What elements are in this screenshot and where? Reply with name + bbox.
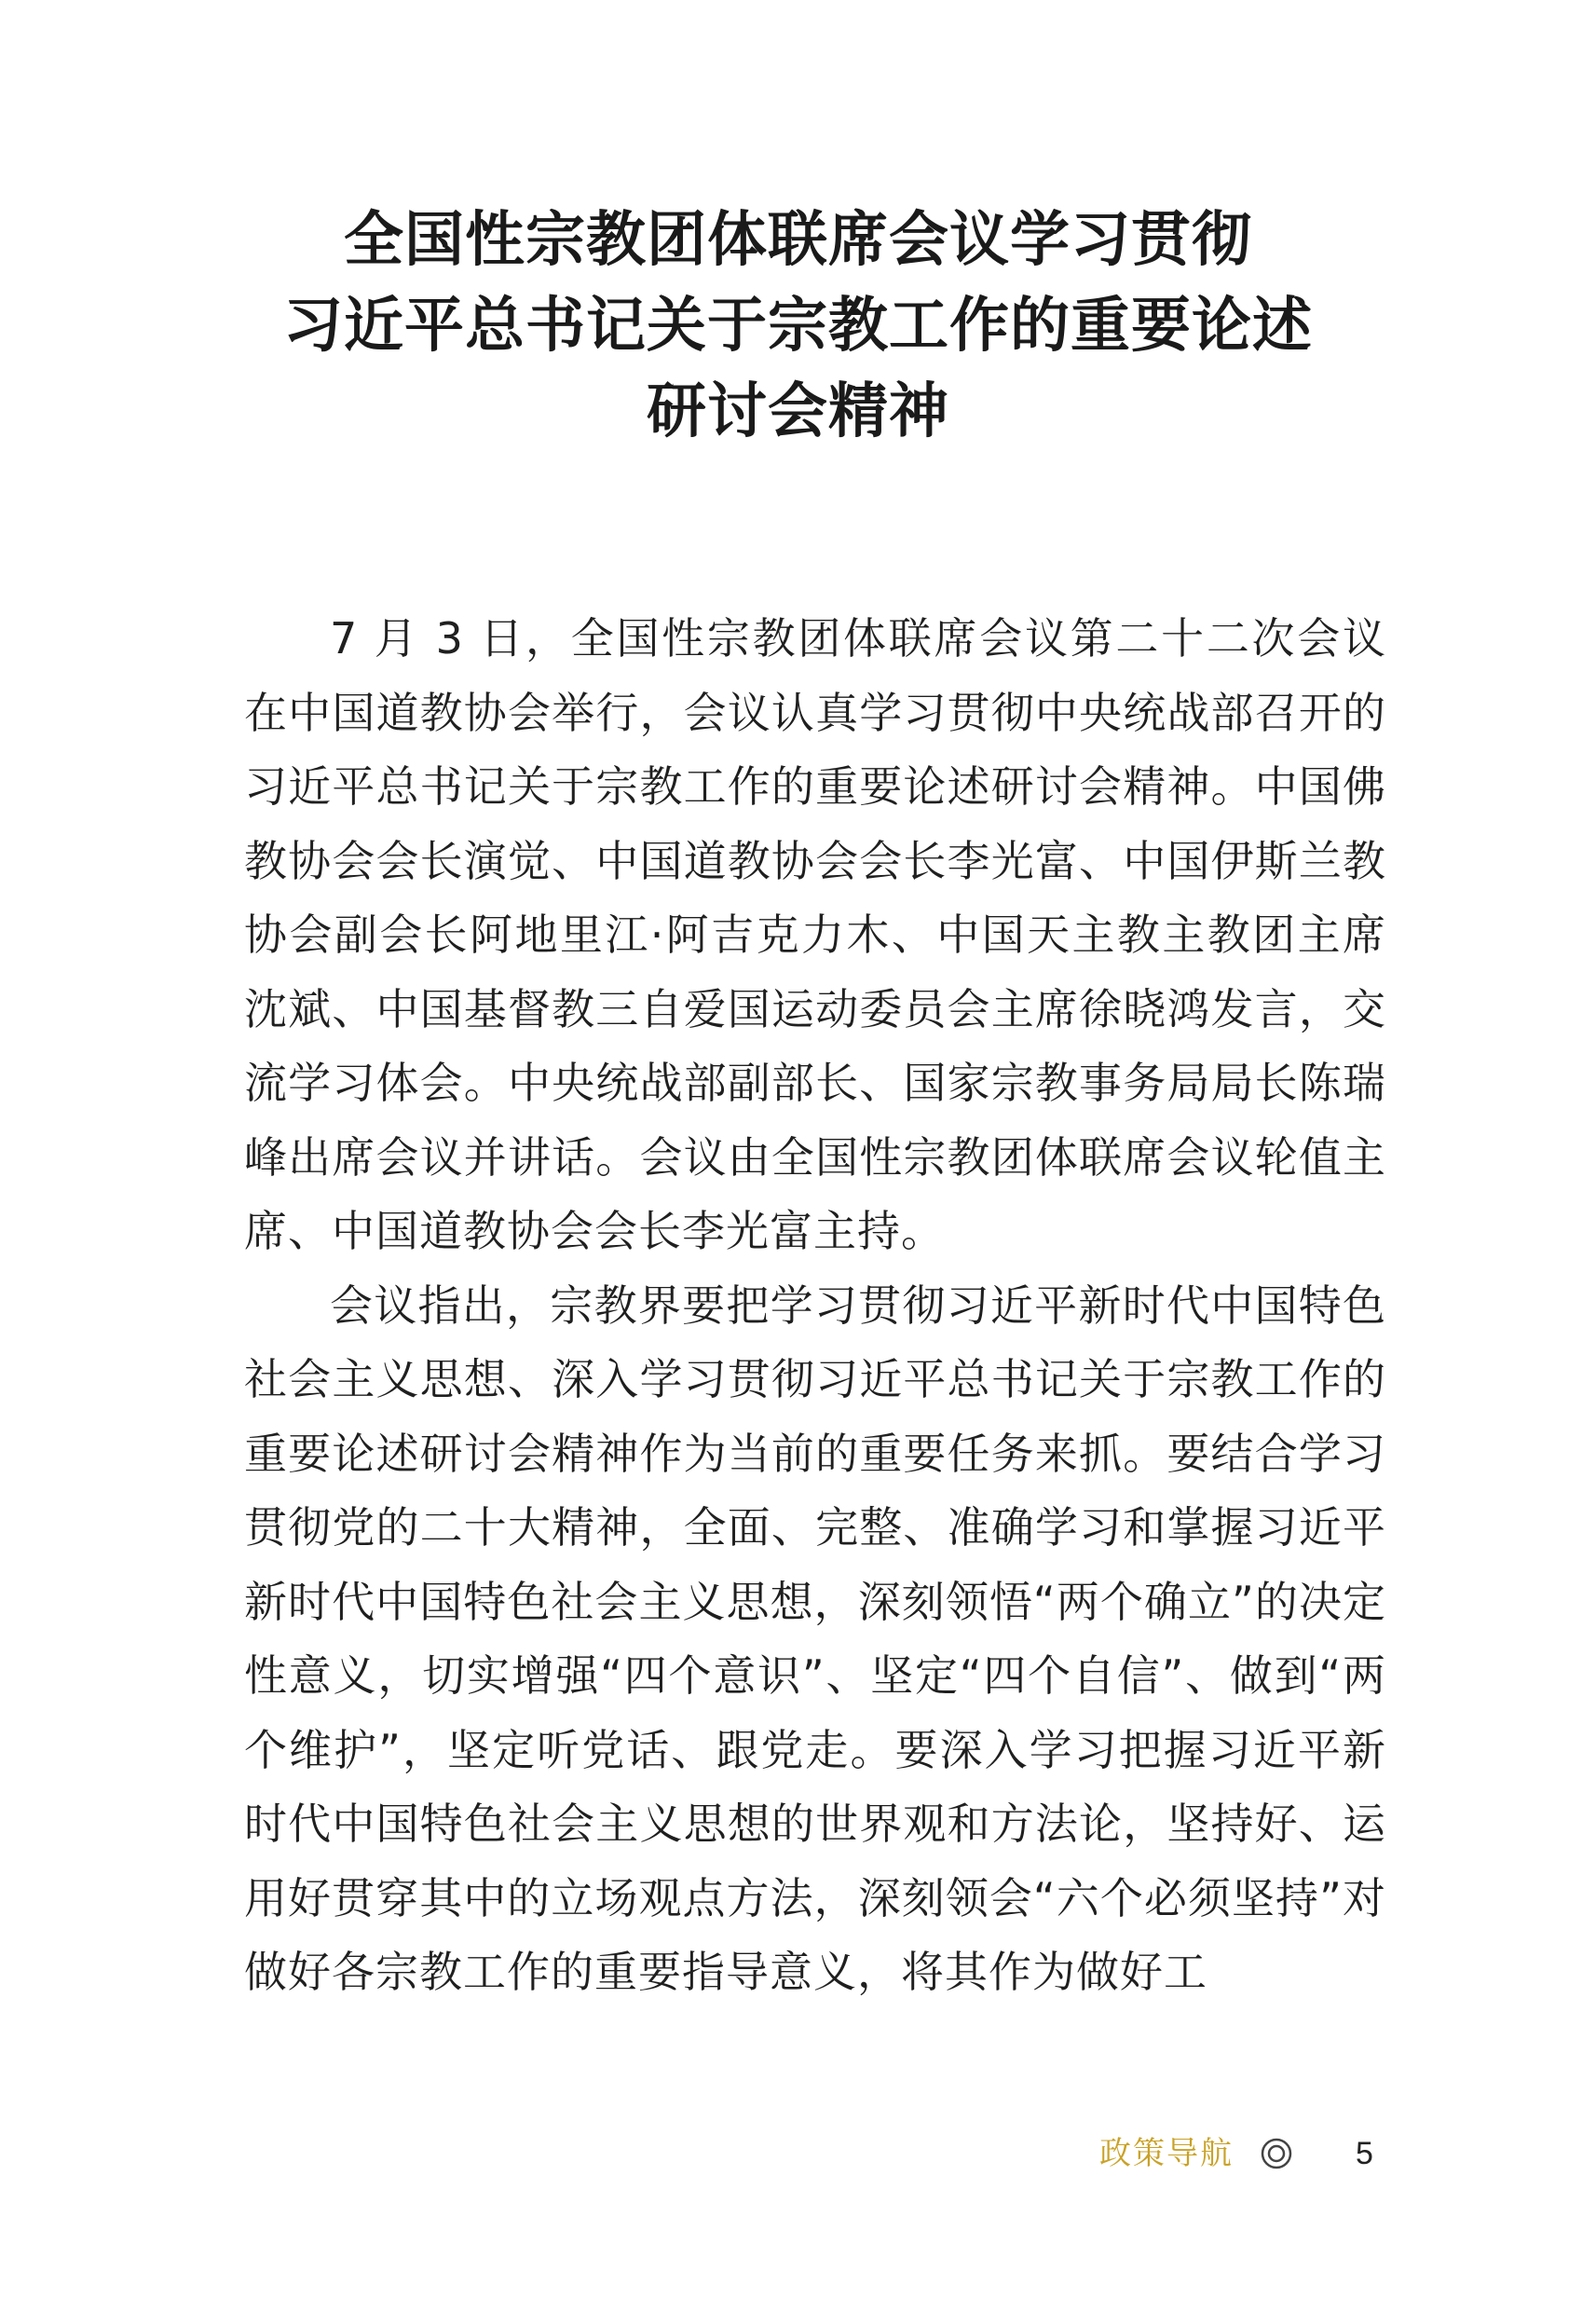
double-circle-icon: [1258, 2135, 1295, 2172]
title-line-2: 习近平总书记关于宗教工作的重要论述: [283, 291, 1313, 361]
title-line-3: 研讨会精神: [647, 376, 949, 446]
article-body: [244, 602, 1386, 2010]
title-line-1: 全国性宗教团体联席会议学习贯彻: [344, 205, 1252, 275]
paragraph-1: 7 月 3 日，全国性宗教团体联席会议第二十二次会议在中国道教协会举行，会议认真学习贯彻中央统战部召开的习近平总书记关于宗教工作的重要论述研讨会精神。中国佛教协会会长演觉、中国道教协会会长李光富、中国伊斯兰教协会副会长阿地里江·阿吉克力木、中国天主教主教团主席沈斌、中国基督教三自爱国运动委员会主席徐晓鸿发言，交流学习体会。中央统战部副部长、国家宗教事务局局长陈瑞峰出席会议并讲话。会议由全国性宗教团体联席会议轮值主席、中国道教协会会长李光富主持。: [244, 613, 1386, 1256]
page-number: 5: [1356, 2136, 1373, 2171]
page-footer: [1099, 2129, 1398, 2185]
article-title: [0, 198, 1596, 455]
section-label: 政策导航: [1099, 2135, 1234, 2172]
paragraph-2: 会议指出，宗教界要把学习贯彻习近平新时代中国特色社会主义思想、深入学习贯彻习近平总书记关于宗教工作的重要论述研讨会精神作为当前的重要任务来抓。要结合学习贯彻党的二十大精神，全面、完整、准确学习和掌握习近平新时代中国特色社会主义思想，深刻领悟“两个确立”的决定性意义，切实增强“四个意识”、坚定“四个自信”、做到“两个维护”，坚定听党话、跟党走。要深入学习把握习近平新时代中国特色社会主义思想的世界观和方法论，坚持好、运用好贯穿其中的立场观点方法，深刻领会“六个必须坚持”对做好各宗教工作的重要指导意义，将其作为做好工: [244, 1279, 1386, 1997]
